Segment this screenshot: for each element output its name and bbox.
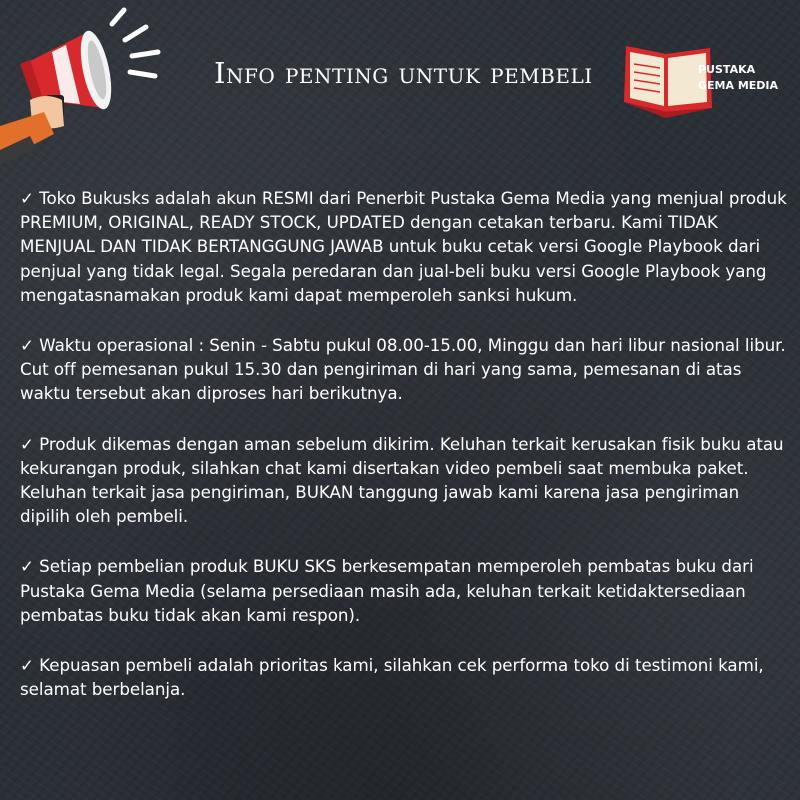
info-list (20, 186, 788, 727)
megaphone-icon (0, 0, 175, 165)
info-item: ✓ Toko Bukusks adalah akun RESMI dari Penerbit Pustaka Gema Media yang menjual produk PREMIUM, ORIGINAL, READY STOCK, UPDATED dengan cetakan terbaru. Kami TIDAK MENJUAL DAN TIDAK BERTANGGUNG JAWAB untuk buku cetak versi Google Playbook dari penjual yang tidak legal. Segala peredaran dan jual-beli buku versi Google Playbook yang mengatasnamakan produk kami dapat memperoleh sanksi hukum. (20, 188, 787, 305)
info-item: ✓ Setiap pembelian produk BUKU SKS berkesempatan memperoleh pembatas buku dari Pustaka Gema Media (selama persediaan masih ada, keluhan terkait ketidaktersediaan pembatas buku tidak akan kami respon). (20, 556, 754, 625)
sound-line (112, 10, 124, 24)
logo-line2: GEMA MEDIA (698, 79, 779, 92)
info-item: ✓ Produk dikemas dengan aman sebelum dikirim. Keluhan terkait kerusakan fisik buku atau kekurangan produk, silahkan chat kami disertakan video pembeli saat membuka paket. Keluhan terkait jasa pengiriman, BUKAN tanggung jawab kami karena jasa pengiriman dipilih oleh pembeli. (20, 433, 784, 527)
logo-line1: PUSTAKA (698, 63, 756, 76)
page-title: Info penting untuk pembeli (214, 56, 593, 90)
sound-line (132, 52, 158, 56)
info-item: ✓ Kepuasan pembeli adalah prioritas kami, silahkan cek performa toko di testimoni kami, selamat berbelanja. (20, 655, 764, 700)
info-item: ✓ Waktu operasional : Senin - Sabtu pukul 08.00-15.00, Minggu dan hari libur nasional libur. Cut off pemesanan pukul 15.30 dan pengiriman di hari yang sama, pemesanan di atas waktu tersebut akan diproses hari berikutnya. (20, 335, 786, 404)
sound-line (130, 72, 155, 76)
logo (620, 40, 790, 120)
logo-text (698, 62, 778, 94)
sound-line (125, 27, 146, 40)
